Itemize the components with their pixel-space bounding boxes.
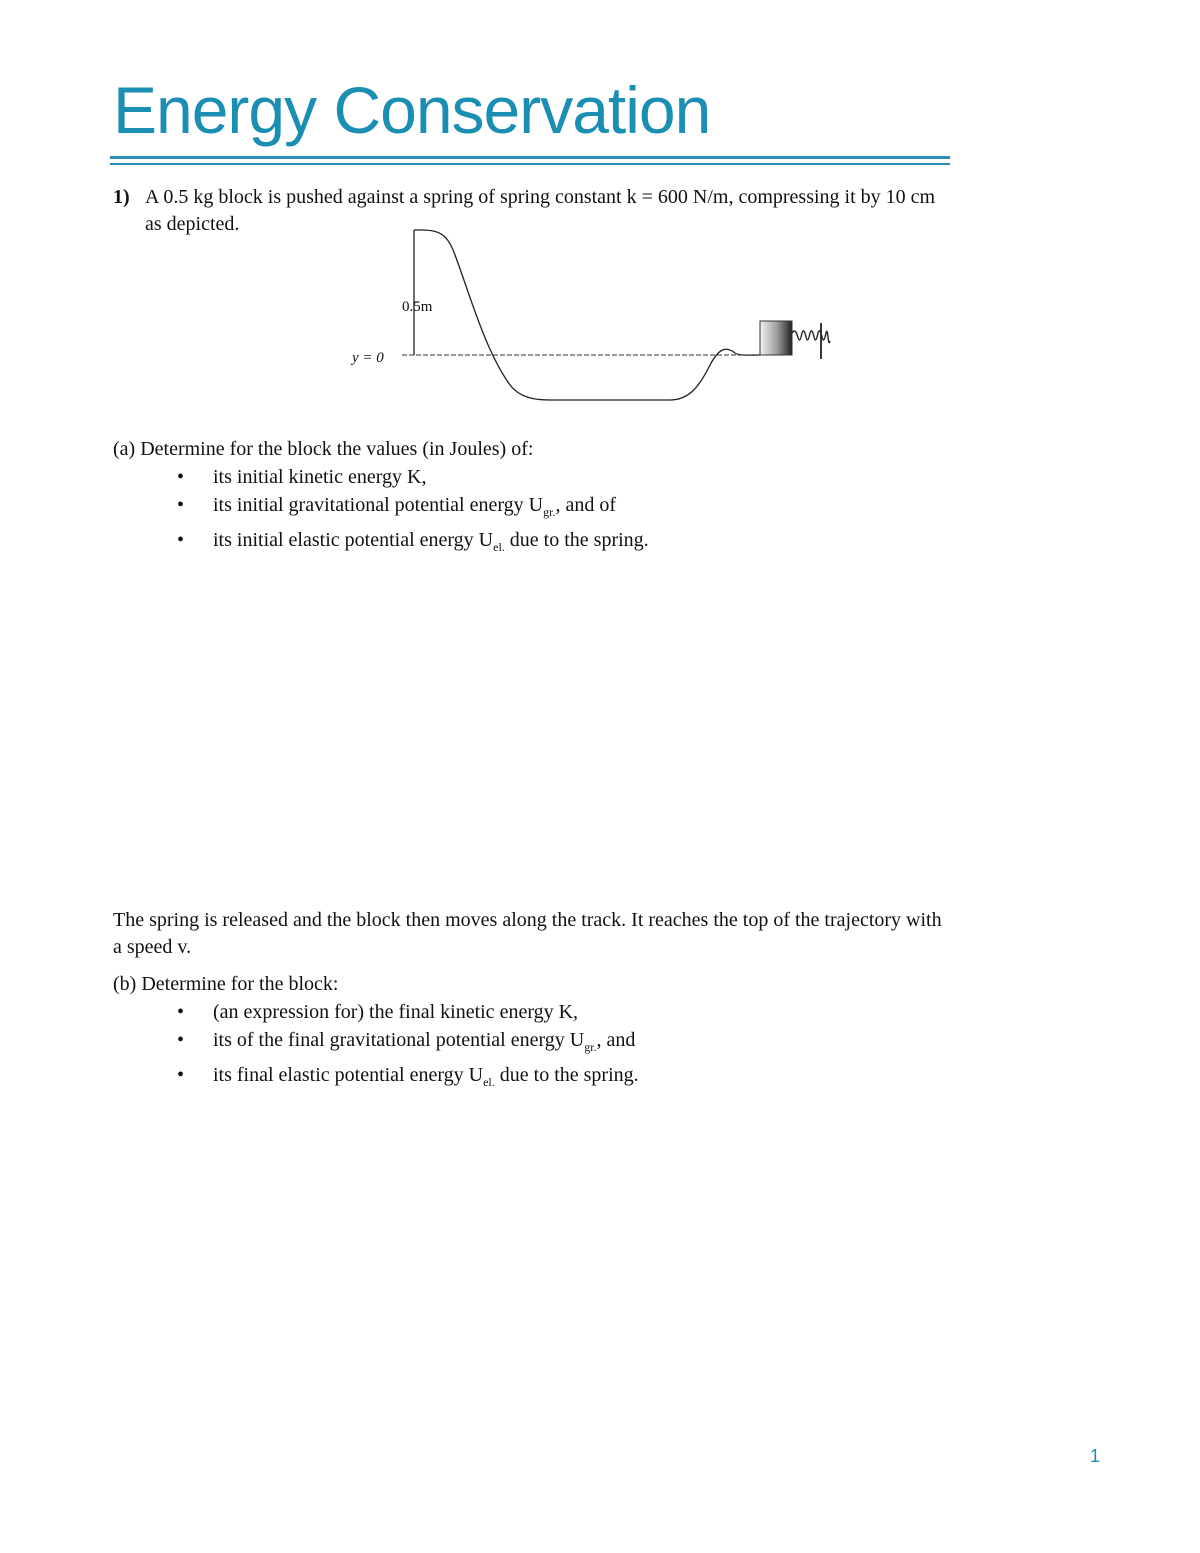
y-zero-label: y = 0: [352, 350, 384, 366]
part-b-bullet-2: • its of the final gravitational potential energy $U_{gr.}$, and: [113, 1026, 1093, 1061]
part-b-bullets: [113, 998, 1093, 1096]
question-line-1: A 0.5 kg block is pushed against a spring of spring constant k = 600 N/m, compressing it by 10 cm: [145, 186, 936, 208]
part-a-bullet-2: • its initial gravitational potential energy $U_{gr.}$, and of: [113, 491, 1093, 526]
release-line-2: a speed v.: [113, 936, 192, 958]
track-diagram: [340, 225, 840, 410]
part-b-bullet-1: • (an expression for) the final kinetic energy K,: [113, 998, 1093, 1026]
title-rule-top: [110, 156, 950, 159]
block: [760, 321, 792, 355]
part-a-intro: (a) Determine for the block the values (in Joules) of:: [113, 438, 534, 460]
spring: [792, 331, 830, 343]
question-line-2: as depicted.: [145, 213, 240, 235]
part-b-bullet-3: • its final elastic potential energy $U_{el.}$ due to the spring.: [113, 1061, 1093, 1096]
part-b: [113, 971, 1093, 1096]
page-number: 1: [1090, 1446, 1101, 1466]
title-rule-bottom: [110, 163, 950, 165]
height-label: 0.5m: [402, 299, 433, 315]
track-curve: [422, 230, 760, 400]
page-title: Energy Conservation: [113, 73, 711, 147]
release-line-1: The spring is released and the block then moves along the track. It reaches the top of the trajectory with: [113, 909, 942, 931]
question-number: 1): [113, 186, 130, 208]
part-a-bullets: [113, 463, 1093, 561]
part-b-intro: (b) Determine for the block:: [113, 973, 339, 995]
part-a-bullet-1: • its initial kinetic energy K,: [113, 463, 1093, 491]
part-a-bullet-3: • its initial elastic potential energy $U_{el.}$ due to the spring.: [113, 526, 1093, 561]
release-paragraph: [113, 907, 1103, 961]
part-a: [113, 436, 1093, 561]
